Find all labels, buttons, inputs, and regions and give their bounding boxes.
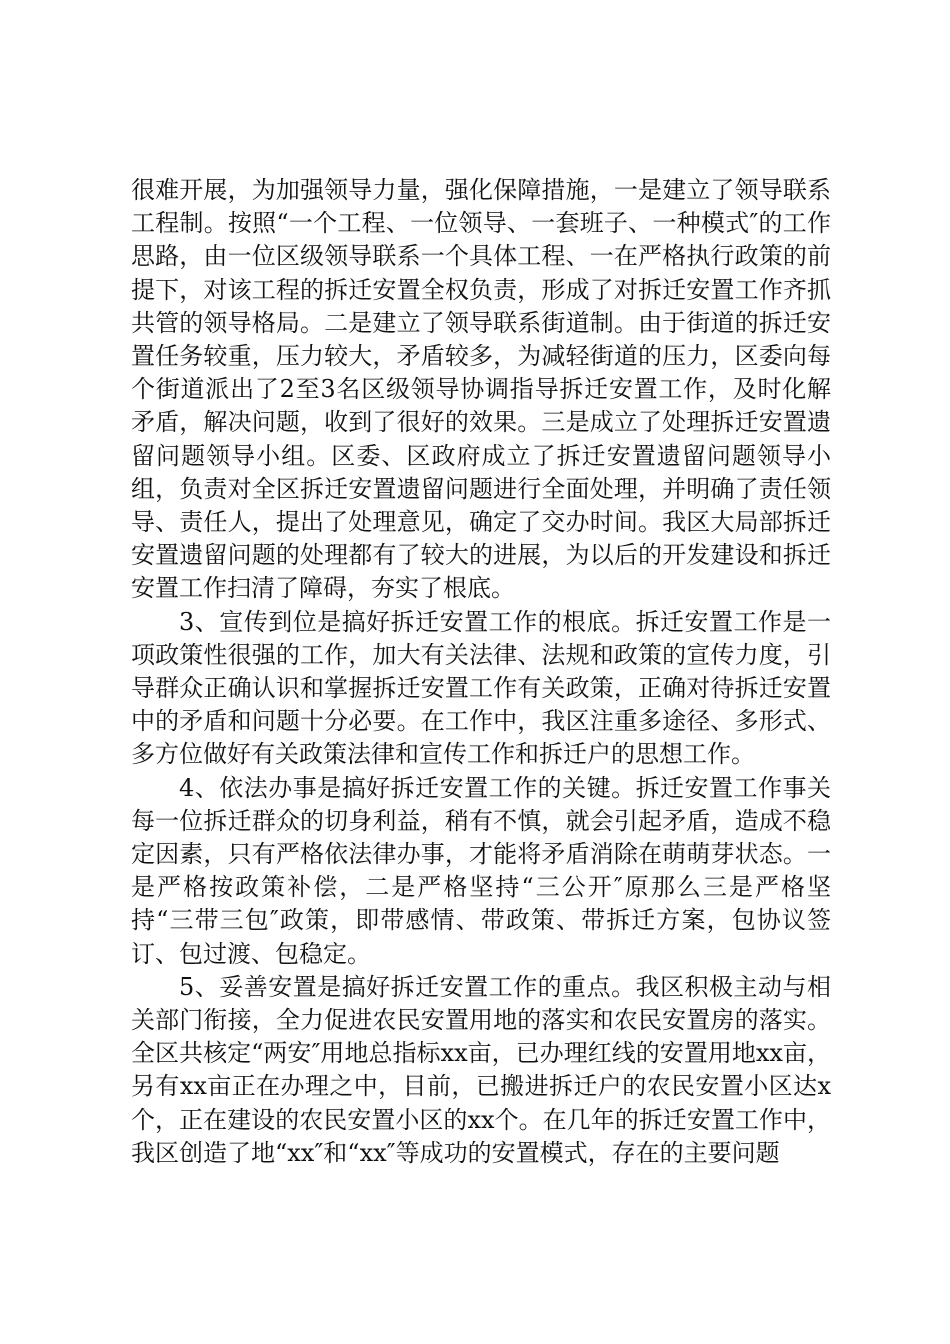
paragraph-lawful-handling: 4、依法办事是搞好拆迁安置工作的关键。拆迁安置工作事关每一位拆迁群众的切身利益，稍有不慎，就会引起矛盾，造成不稳定因素，只有严格依法律办事，才能将矛盾消除在萌萌芽状态。一是严格按政策补偿，二是严格坚持“三公开″原那么三是严格坚持“三带三包″政策，即带感情、带政策、带拆迁方案，包协议签订、包过渡、包稳定。 <box>131 773 831 968</box>
paragraph-resettlement: 5、妥善安置是搞好拆迁安置工作的重点。我区积极主动与相关部门衔接，全力促进农民安置用地的落实和农民安置房的落实。全区共核定“两安″用地总指标xx亩，已办理红线的安置用地xx亩，另有xx亩正在办理之中，目前，已搬进拆迁户的农民安置小区达x个，正在建设的农民安置小区的xx个。在几年的拆迁安置工作中，我区创造了地“xx″和“xx″等成功的安置模式，存在的主要问题 <box>131 972 831 1167</box>
paragraph-continuation: 很难开展，为加强领导力量，强化保障措施，一是建立了领导联系工程制。按照“一个工程、一位领导、一套班子、一种模式″的工作思路，由一位区级领导联系一个具体工程、一在严格执行政策的前提下，对该工程的拆迁安置全权负责，形成了对拆迁安置工作齐抓共管的领导格局。二是建立了领导联系街道制。由于街道的拆迁安置任务较重，压力较大，矛盾较多，为减轻街道的压力，区委向每个街道派出了2至3名区级领导协调指导拆迁安置工作，及时化解矛盾，解决问题，收到了很好的效果。三是成立了处理拆迁安置遗留问题领导小组。区委、区政府成立了拆迁安置遗留问题领导小组，负责对全区拆迁安置遗留问题进行全面处理，并明确了责任领导、责任人，提出了处理意见，确定了交办时间。我区大局部拆迁安置遗留问题的处理都有了较大的进展，为以后的开发建设和拆迁安置工作扫清了障碍，夯实了根底。 <box>131 176 831 603</box>
document-body <box>131 174 831 1170</box>
paragraph-publicity: 3、宣传到位是搞好拆迁安置工作的根底。拆迁安置工作是一项政策性很强的工作，加大有关法律、法规和政策的宣传力度，引导群众正确认识和掌握拆迁安置工作有关政策，正确对待拆迁安置中的矛盾和问题十分必要。在工作中，我区注重多途径、多形式、多方位做好有关政策法律和宣传工作和拆迁户的思想工作。 <box>131 607 831 769</box>
